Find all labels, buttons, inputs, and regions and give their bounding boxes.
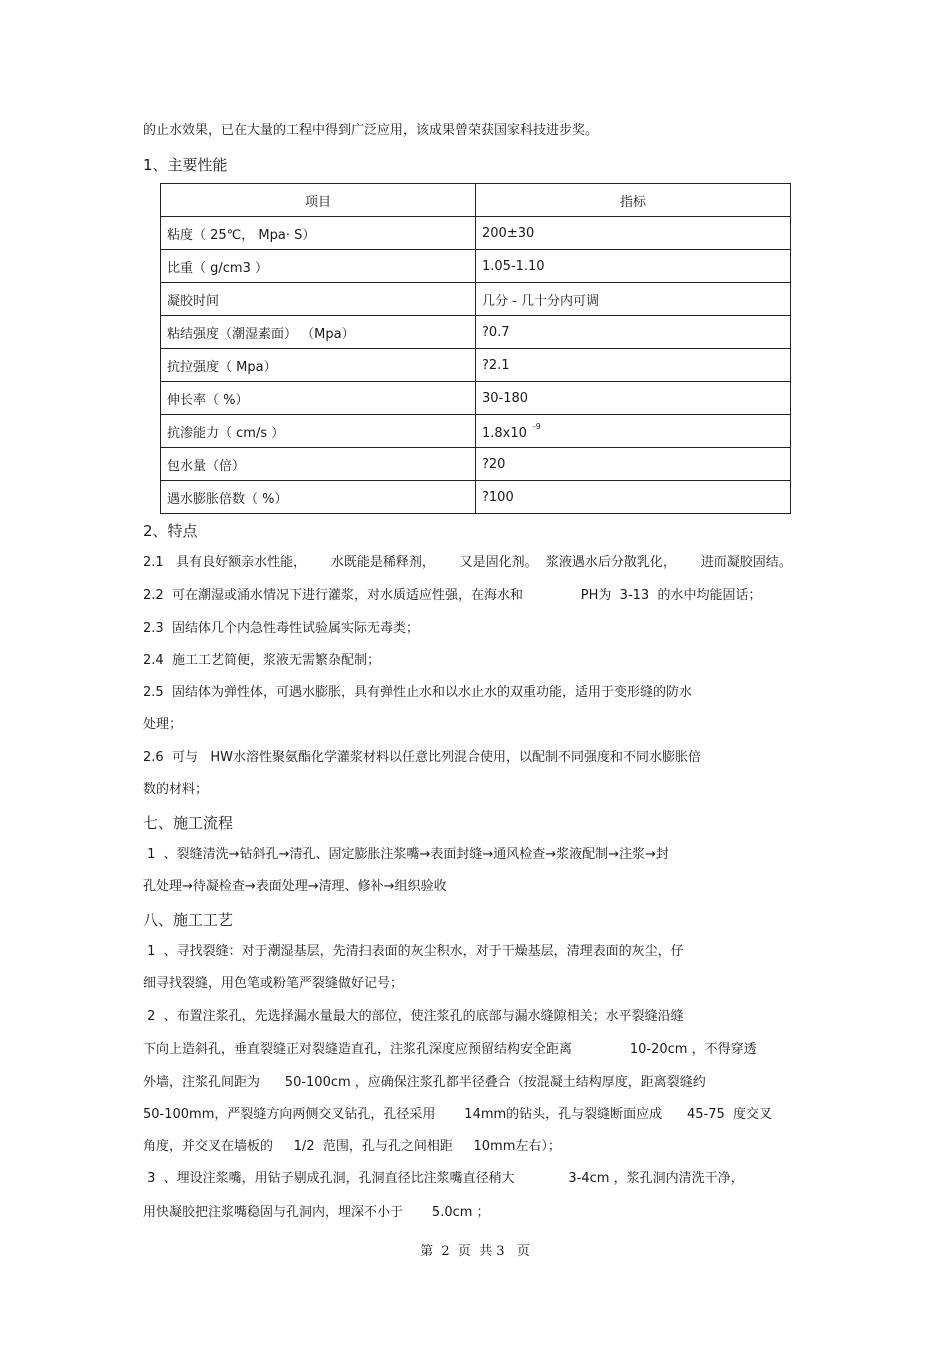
craft-line: 2 、布置注浆孔，先选择漏水量最大的部位，使注浆孔的底部与漏水缝隙相关；水平裂缝沿缝 <box>143 1009 684 1024</box>
feature-line: 2.4 施工工艺简便，浆液无需繁杂配制； <box>143 653 380 668</box>
page-footer: 第 2 页 共 3 页 <box>420 1244 530 1259</box>
section-heading-craft: 八、施工工艺 <box>143 911 234 929</box>
table-row <box>161 316 791 349</box>
table-row <box>161 217 791 250</box>
table-header-row <box>161 184 791 217</box>
section-heading-performance: 1、主要性能 <box>143 156 228 174</box>
craft-line: 细寻找裂缝，用色笔或粉笔严裂缝做好记号； <box>143 976 404 991</box>
craft-line: 用快凝胶把注浆嘴稳固与孔洞内，埋深不小于 5.0cm ； <box>143 1205 490 1220</box>
process-line: 孔处理→待凝检查→表面处理→清理、修补→组织验收 <box>143 879 447 894</box>
table-row <box>161 283 791 316</box>
row-item: 凝胶时间 <box>161 283 476 316</box>
row-value-permeability <box>476 415 791 448</box>
table-row <box>161 382 791 415</box>
feature-line: 2.5 固结体为弹性体，可遇水膨胀，具有弹性止水和以水止水的双重功能，适用于变形缝的防水 <box>143 685 692 700</box>
permeability-base: 1.8x10 <box>482 425 527 441</box>
craft-line: 50-100mm，严裂缝方向两侧交叉钻孔，孔径采用 14mm的钻头，孔与裂缝断面应成 45-75 度交叉 <box>143 1107 773 1122</box>
table-row <box>161 349 791 382</box>
row-item: 遇水膨胀倍数（ %） <box>161 481 476 514</box>
feature-line: 2.1 具有良好额亲水性能， 水既能是稀释剂， 又是固化剂。 浆液遇水后分散乳化， 进而凝胶固结。 <box>143 555 792 570</box>
row-value: 几分 - 几十分内可调 <box>476 283 791 316</box>
row-value: 1.05-1.10 <box>476 250 791 283</box>
section-heading-features: 2、特点 <box>143 522 198 540</box>
table-row <box>161 481 791 514</box>
feature-line: 处理； <box>143 717 183 732</box>
row-item: 包水量（倍） <box>161 448 476 481</box>
craft-line: 1 、寻找裂缝：对于潮湿基层，先清扫表面的灰尘积水，对于干燥基层，清理表面的灰尘，仔 <box>143 944 684 959</box>
row-item: 抗拉强度（ Mpa） <box>161 349 476 382</box>
table-row <box>161 250 791 283</box>
row-item: 抗渗能力（ cm/s ） <box>161 415 476 448</box>
feature-line: 2.3 固结体几个内急性毒性试验属实际无毒类； <box>143 621 419 636</box>
table-row <box>161 415 791 448</box>
row-value: ?100 <box>476 481 791 514</box>
feature-line: 2.2 可在潮湿或涌水情况下进行灌浆，对水质适应性强，在海水和 PH为 3-13 的水中均能固话； <box>143 588 762 603</box>
intro-line: 的止水效果，已在大量的工程中得到广泛应用，该成果曾荣获国家科技进步奖。 <box>143 123 599 138</box>
craft-line: 下向上造斜孔，垂直裂缝正对裂缝造直孔，注浆孔深度应预留结构安全距离 10-20cm ，不得穿透 <box>143 1042 757 1057</box>
row-value: ?2.1 <box>476 349 791 382</box>
process-line: 1 、裂缝清洗→钻斜孔→清孔、固定膨胀注浆嘴→表面封缝→通风检查→浆液配制→注浆→封 <box>143 847 669 862</box>
permeability-exponent: -9 <box>532 421 541 431</box>
craft-line: 3 、埋设注浆嘴，用钻子剔成孔洞，孔洞直径比注浆嘴直径稍大 3-4cm ，浆孔洞内清洗干净， <box>143 1171 744 1186</box>
row-value: 200±30 <box>476 217 791 250</box>
craft-line: 外墙，注浆孔间距为 50-100cm ，应确保注浆孔都半径叠合（按混凝土结构厚度，距离裂缝约 <box>143 1075 706 1090</box>
row-value: ?0.7 <box>476 316 791 349</box>
feature-line: 2.6 可与 HW水溶性聚氨酯化学灌浆材料以任意比列混合使用，以配制不同强度和不同水膨胀倍 <box>143 750 701 765</box>
row-item: 比重（ g/cm3 ） <box>161 250 476 283</box>
row-item: 粘结强度（潮湿素面） （Mpa） <box>161 316 476 349</box>
row-value: 30-180 <box>476 382 791 415</box>
section-heading-process: 七、施工流程 <box>143 814 234 832</box>
header-index: 指标 <box>476 184 791 217</box>
feature-line: 数的材料； <box>143 782 209 797</box>
properties-table <box>160 183 791 514</box>
craft-line: 角度，并交叉在墙板的 1/2 范围，孔与孔之间相距 10mm左右）； <box>143 1139 561 1154</box>
header-item: 项目 <box>161 184 476 217</box>
table-row <box>161 448 791 481</box>
row-item: 伸长率（ %） <box>161 382 476 415</box>
row-item: 粘度（ 25℃， Mpa· S） <box>161 217 476 250</box>
row-value: ?20 <box>476 448 791 481</box>
